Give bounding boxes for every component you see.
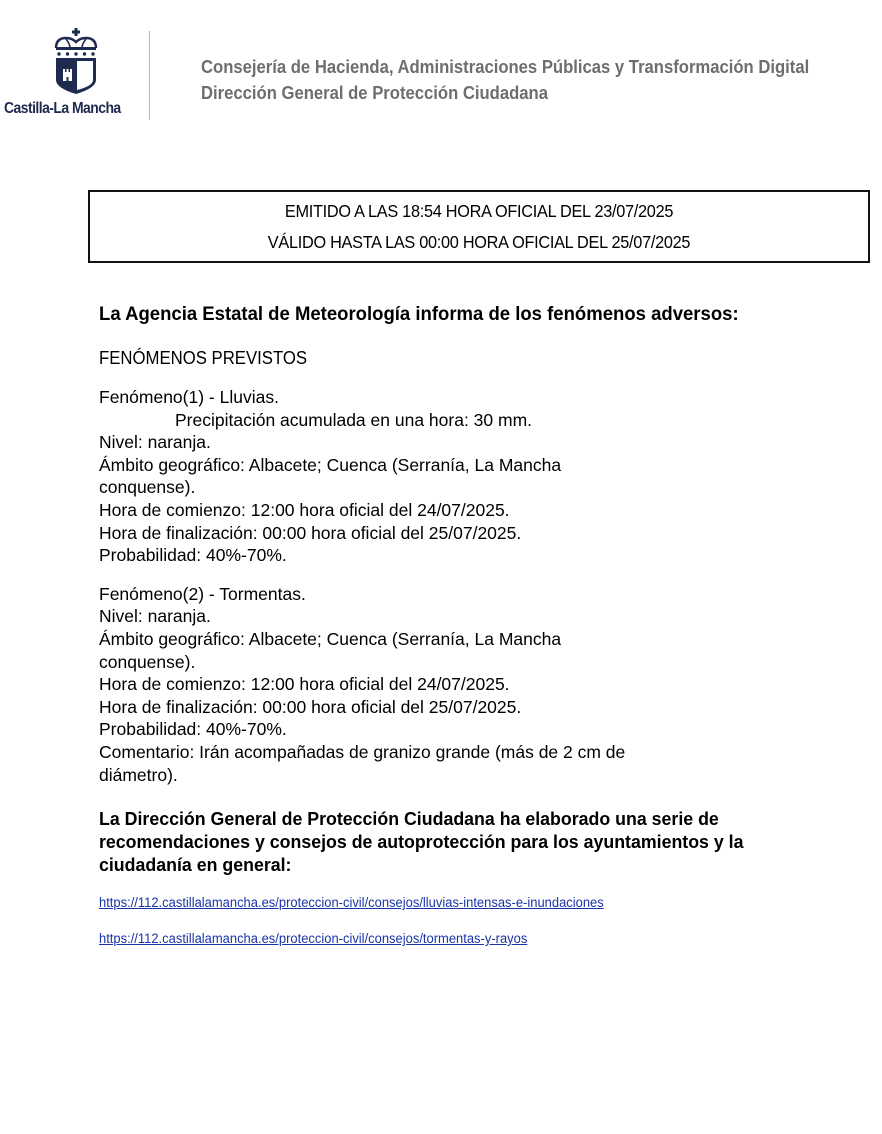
main-content — [99, 300, 859, 948]
recommendations-heading-line: ciudadanía en general: — [99, 854, 292, 876]
coat-of-arms-icon — [48, 28, 104, 96]
phenomenon-area-cont: conquense). — [99, 651, 196, 672]
link-tormentas-rayos[interactable]: https://112.castillalamancha.es/proteccion-civil/consejos/tormentas-y-rayos — [99, 931, 528, 947]
phenomenon-start: Hora de comienzo: 12:00 hora oficial del 24/07/2025. — [99, 499, 510, 520]
phenomenon-level: Nivel: naranja. — [99, 606, 211, 627]
emitido-line: EMITIDO A LAS 18:54 HORA OFICIAL DEL 23/07/2025 — [284, 201, 674, 221]
phenomenon-area: Ámbito geográfico: Albacete; Cuenca (Serranía, La Mancha — [99, 454, 562, 475]
phenomenon-end: Hora de finalización: 00:00 hora oficial del 25/07/2025. — [99, 696, 522, 717]
phenomenon-title: Fenómeno(1) - Lluvias. — [99, 387, 279, 407]
header-divider — [149, 31, 150, 120]
phenomenon-comment: Comentario: Irán acompañadas de granizo grande (más de 2 cm de — [99, 741, 626, 762]
consejeria-name: Consejería de Hacienda, Administraciones Públicas y Transformación Digital — [201, 56, 810, 77]
castilla-la-mancha-logo — [0, 28, 142, 124]
link-lluvias-inundaciones[interactable]: https://112.castillalamancha.es/proteccion-civil/consejos/lluvias-intensas-e-inundaciones — [99, 895, 604, 911]
phenomenon-probability: Probabilidad: 40%-70%. — [99, 545, 287, 566]
recommendations-heading-line: recomendaciones y consejos de autoprotección para los ayuntamientos y la — [99, 831, 744, 853]
fenomenos-previstos-heading: FENÓMENOS PREVISTOS — [99, 348, 308, 368]
recommendations-heading — [99, 807, 829, 876]
logo-text: Castilla-La Mancha — [4, 100, 121, 117]
phenomenon-2 — [99, 583, 859, 786]
phenomenon-start: Hora de comienzo: 12:00 hora oficial del 24/07/2025. — [99, 674, 510, 695]
phenomenon-area: Ámbito geográfico: Albacete; Cuenca (Serranía, La Mancha — [99, 628, 562, 649]
phenomenon-area-cont: conquense). — [99, 477, 196, 498]
phenomenon-probability: Probabilidad: 40%-70%. — [99, 719, 287, 740]
phenomenon-level: Nivel: naranja. — [99, 432, 211, 453]
phenomenon-end: Hora de finalización: 00:00 hora oficial del 25/07/2025. — [99, 522, 522, 543]
recommendations-heading-line: La Dirección General de Protección Ciudadana ha elaborado una serie de — [99, 808, 719, 830]
phenomenon-comment-cont: diámetro). — [99, 764, 178, 785]
phenomenon-detail: Precipitación acumulada en una hora: 30 mm. — [175, 409, 533, 430]
valido-line: VÁLIDO HASTA LAS 00:00 HORA OFICIAL DEL 25/07/2025 — [267, 232, 691, 252]
aemet-heading: La Agencia Estatal de Meteorología informa de los fenómenos adversos: — [99, 303, 739, 325]
phenomenon-title: Fenómeno(2) - Tormentas. — [99, 583, 306, 604]
header-organization — [201, 54, 809, 106]
direccion-name: Dirección General de Protección Ciudadana — [201, 82, 548, 103]
issue-validity-box — [88, 190, 870, 263]
phenomenon-1 — [99, 386, 859, 567]
